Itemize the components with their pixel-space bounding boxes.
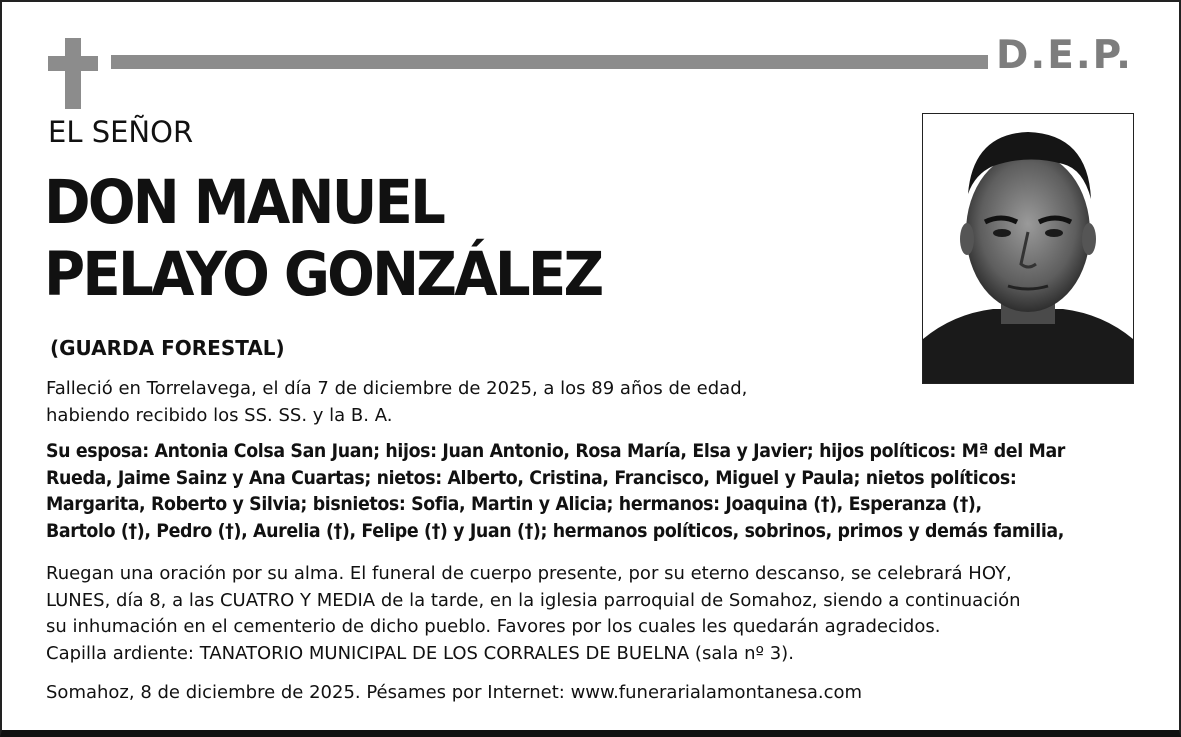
funeral-line: Capilla ardiente: TANATORIO MUNICIPAL DE LOS CORRALES DE BUELNA (sala nº 3). xyxy=(46,642,794,664)
closing-line: Somahoz, 8 de diciembre de 2025. Pésames por Internet: www.funerarialamontanesa.com xyxy=(46,682,863,703)
funeral-line: su inhumación en el cementerio de dicho pueblo. Favores por los cuales les quedarán agradecidos. xyxy=(46,616,941,637)
death-notice xyxy=(46,376,747,429)
deceased-name xyxy=(44,167,601,311)
funeral-line: Ruegan una oración por su alma. El funeral de cuerpo presente, por su eterno descanso, se celebrará HOY, xyxy=(46,563,1012,584)
funeral-details xyxy=(46,561,1021,667)
name-line-2: PELAYO GONZÁLEZ xyxy=(44,239,602,310)
name-line-1: DON MANUEL xyxy=(44,167,444,238)
header-rule xyxy=(111,55,988,69)
family-line: Su esposa: Antonia Colsa San Juan; hijos: Juan Antonio, Rosa María, Elsa y Javier; hijos políticos: Mª del Mar xyxy=(46,440,1066,462)
dep-label: D.E.P. xyxy=(996,33,1133,78)
family-line: Rueda, Jaime Sainz y Ana Cuartas; nietos: Alberto, Cristina, Francisco, Miguel y Paula; nietos políticos: xyxy=(46,466,1017,489)
family-line: Margarita, Roberto y Silvia; bisnietos: Sofia, Martin y Alicia; hermanos: Joaquina (†), Esperanza (†), xyxy=(46,493,982,515)
funeral-line: LUNES, día 8, a las CUATRO Y MEDIA de la tarde, en la iglesia parroquial de Somahoz, siendo a continuación xyxy=(46,589,1021,611)
death-notice-line: habiendo recibido los SS. SS. y la B. A. xyxy=(46,404,393,426)
cross-icon xyxy=(48,38,98,109)
profession: (GUARDA FORESTAL) xyxy=(50,336,285,360)
death-notice-line: Falleció en Torrelavega, el día 7 de diciembre de 2025, a los 89 años de edad, xyxy=(46,378,748,399)
portrait-photo xyxy=(922,113,1134,384)
family-line: Bartolo (†), Pedro (†), Aurelia (†), Felipe (†) y Juan (†); hermanos políticos, sobrinos, primos y demás familia, xyxy=(46,519,1065,542)
family-list xyxy=(46,438,1065,544)
salutation: EL SEÑOR xyxy=(48,115,194,149)
